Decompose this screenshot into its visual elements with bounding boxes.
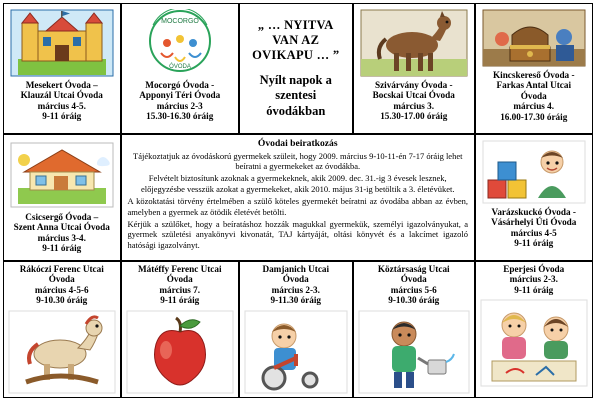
card-mocorgo-ovoda[interactable] — [121, 3, 240, 135]
children-drawing-illustration — [476, 297, 593, 389]
banner-subtitle-line3: óvodákban — [266, 103, 326, 118]
notice-paragraph-2: Felvételt biztosítunk azoknak a gyermekeknek, akik 2009. dec. 31.-ig 3 évesek lesznek, előjegyzésbe vesszük azokat a gyermekeket, akik 2010. május 31-ig betöltik a 3. életévüket. — [141, 173, 455, 194]
poster-banner — [239, 3, 354, 135]
horse-illustration — [354, 4, 475, 79]
girl-watering-illustration — [354, 308, 475, 396]
card-rakoczi-ovoda[interactable] — [3, 261, 122, 399]
card-damjanich-ovoda[interactable] — [239, 261, 354, 399]
card-mesekert-ovoda[interactable] — [3, 3, 122, 135]
card-szivarvany-ovoda[interactable] — [353, 3, 476, 135]
card-caption: Eperjesi Óvoda március 2-3. 9-11 óráig — [503, 263, 565, 295]
treasure-chest-illustration — [476, 4, 593, 69]
card-caption: Köztársaság Utcai Óvoda március 5-6 9-10.30 óráig — [377, 263, 450, 306]
rocking-horse-illustration — [4, 308, 121, 396]
svg-text:MOCORGÓ: MOCORGÓ — [160, 17, 199, 25]
card-varazskucko-ovoda[interactable] — [475, 134, 594, 262]
blocks-and-boy-illustration — [476, 135, 593, 206]
card-caption: Mocorgó Óvoda - Apponyi Téri Óvoda március 2-3 15.30-16.30 óráig — [139, 79, 221, 122]
tricycle-boy-illustration — [240, 308, 353, 396]
notice-paragraph-3: A közoktatási törvény értelmében a szülő köteles gyermekét beíratni az óvodába abban az évben, amelyben a gyermek az ötödik életévét betölti. — [127, 196, 468, 217]
svg-text:ÓVODA: ÓVODA — [168, 63, 191, 70]
banner-quote-line3: OVIKAPU … ” — [252, 47, 340, 62]
card-kincskereso-ovoda[interactable] — [475, 3, 594, 135]
card-caption: Mátéffy Ferenc Utcai Óvoda március 7. 9-11 óráig — [138, 263, 222, 306]
poster-grid — [3, 3, 597, 398]
card-caption: Csicsergő Óvoda – Szent Anna Utcai Óvoda március 3-4. 9-11 óráig — [13, 211, 110, 254]
card-caption: Rákóczi Ferenc Utcai Óvoda március 4-5-6 9-10.30 óráig — [19, 263, 104, 306]
card-caption: Szivárvány Óvoda - Bocskai Utcai Óvoda március 3. 15.30-17.00 óráig — [372, 79, 455, 122]
castle-illustration — [4, 4, 121, 79]
notice-heading: Óvodai beiratkozás — [257, 137, 338, 149]
banner-quote-line1: „ … NYITVA — [257, 17, 334, 32]
banner-subtitle-line2: szentesi — [275, 88, 317, 102]
banner-subtitle-line1: Nyílt napok a — [259, 72, 332, 87]
banner-quote-line2: VAN AZ — [272, 32, 320, 47]
card-caption: Kincskereső Óvoda - Farkas Antal Utcai Óvoda március 4. 16.00-17.30 óráig — [493, 69, 575, 122]
card-caption: Mesekert Óvoda – Klauzál Utcai Óvoda március 4-5. 9-11 óráig — [20, 79, 103, 122]
card-mateffy-ovoda[interactable] — [121, 261, 240, 399]
notice-paragraph-4: Kérjük a szülőket, hogy a beíratáshoz hozzák magukkal gyermekük, személyi igazolványukat, a gyermek születési anyakönyvi kivonatát, TAJ kártyáját, oltási könyvét és a lakcímet igazoló hatósági igazolványt. — [127, 219, 468, 250]
kindergarten-building-illustration — [4, 135, 121, 211]
apple-illustration — [122, 308, 239, 396]
card-caption: Varázskuckó Óvoda - Vásárhelyi Úti Óvoda március 4-5 9-11 óráig — [491, 206, 577, 249]
notice-paragraph-1: Tájékoztatjuk az óvodáskorú gyermekek szüleit, hogy 2009. március 9-10-11-én 7-17 óráig lehet beíratni a gyermekeket az óvodákba. — [133, 150, 463, 171]
card-csicsergo-ovoda[interactable] — [3, 134, 122, 262]
notice-ovodai-beiratkozas — [121, 134, 476, 262]
card-eperjesi-ovoda[interactable] — [475, 261, 594, 399]
mocorgo-logo — [122, 4, 239, 79]
card-koztarsasag-ovoda[interactable] — [353, 261, 476, 399]
card-caption: Damjanich Utcai Óvoda március 2-3. 9-11.30 óráig — [262, 263, 330, 306]
